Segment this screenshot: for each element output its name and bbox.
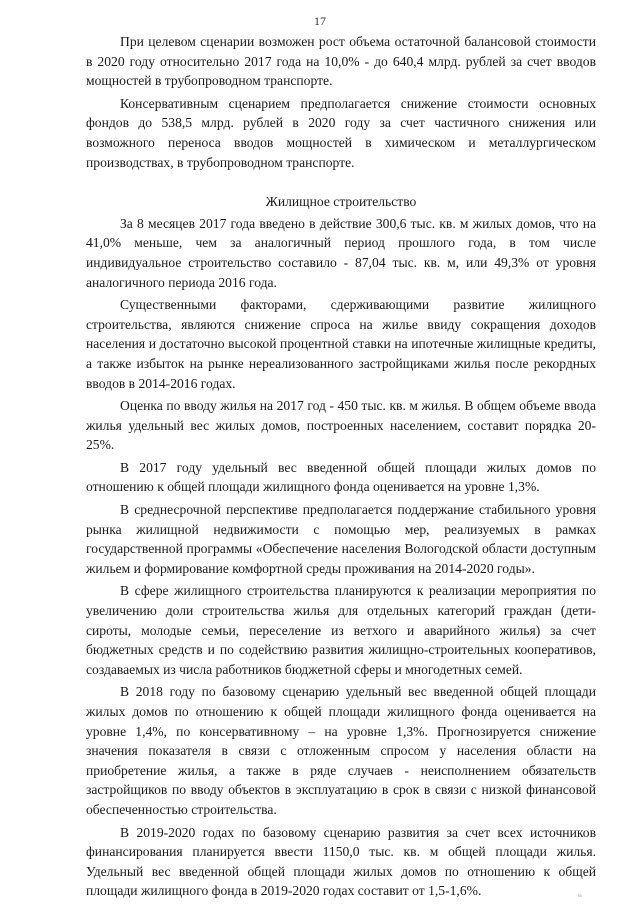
paragraph: Оценка по вводу жилья на 2017 год - 450 тыс. кв. м жилья. В общем объеме ввода жилья удельный вес жилых домов, построенных населением, составит порядка 20-25%. [86,398,596,453]
document-body [86,32,596,904]
paragraph: При целевом сценарии возможен рост объема остаточной балансовой стоимости в 2020 году относительно 2017 года на 10,0% - до 640,4 млрд. рублей за счет вводов мощностей в трубопроводном транспорте. [86,34,596,89]
paragraph: Консервативным сценарием предполагается снижение стоимости основных фондов до 538,5 млрд. рублей в 2020 году за счет частичного снижения или возможного переноса вводов мощностей в химическом и металлургическом производствах, в трубопроводном транспорте. [86,95,596,170]
paragraph: В 2019-2020 годах по базовому сценарию развития за счет всех источников финансирования планируется ввести 1150,0 тыс. кв. м общей площади жилья. Удельный вес введенной общей площади жилых домов по отношению к общей площади жилищного фонда в 2019-2020 годах составит от 1,5-1,6%. [86,824,596,899]
section-title: Жилищное строительство [265,194,417,210]
paragraph: В среднесрочной перспективе предполагается поддержание стабильного уровня рынка жилищной недвижимости с помощью мер, реализуемых в рамках государственной программы «Обеспечение населения Вологодской области доступным жильем и формирование комфортной среды проживания на 2014-2020 годы». [86,502,596,576]
paragraph: Существенными факторами, сдерживающими развитие жилищного строительства, являются снижение спроса на жилье ввиду сокращения доходов населения и достаточно высокой процентной ставки на ипотечные жилищные кредиты, а также избыток на рынке нереализованного застройщиками жилья после рекордных вводов в 2014-2016 годах. [86,297,596,391]
paragraph: За 8 месяцев 2017 года введено в действие 300,6 тыс. кв. м жилых домов, что на 41,0% меньше, чем за аналогичный период прошлого года, в том числе индивидуальное строительство составило - 87,04 тыс. кв. м, или 49,3% от уровня аналогичного периода 2016 года. [86,215,596,290]
paragraph: В сфере жилищного строительства планируются к реализации мероприятия по увеличению доли строительства жилья для отдельных категорий граждан (дети-сироты, молодые семьи, переселение из ветхого и аварийного жилья) за счет бюджетных средств и по содействию развития жилищно-строительных кооперативов, создаваемых из числа работников бюджетной сферы и многодетных семей. [86,583,596,677]
page-number: 17 [314,14,326,28]
footer-mark: ⁱ⁶ [578,893,582,901]
paragraph: В 2018 году по базовому сценарию удельный вес введенной общей площади жилых домов по отношению к общей площади жилищного фонда оценивается на уровне 1,4%, по консервативному – на уровне 1,3%. Прогнозируется снижение значения показателя в связи с отложенным спросом у населения области на приобретение жилья, а также в ряде случаев - неисполнением обязательств застройщиков по вводу объектов в эксплуатацию в срок в связи с низкой финансовой обеспеченностью строительства. [86,684,596,817]
paragraph: В 2017 году удельный вес введенной общей площади жилых домов по отношению к общей площади жилищного фонда оценивается на уровне 1,3%. [86,459,596,495]
